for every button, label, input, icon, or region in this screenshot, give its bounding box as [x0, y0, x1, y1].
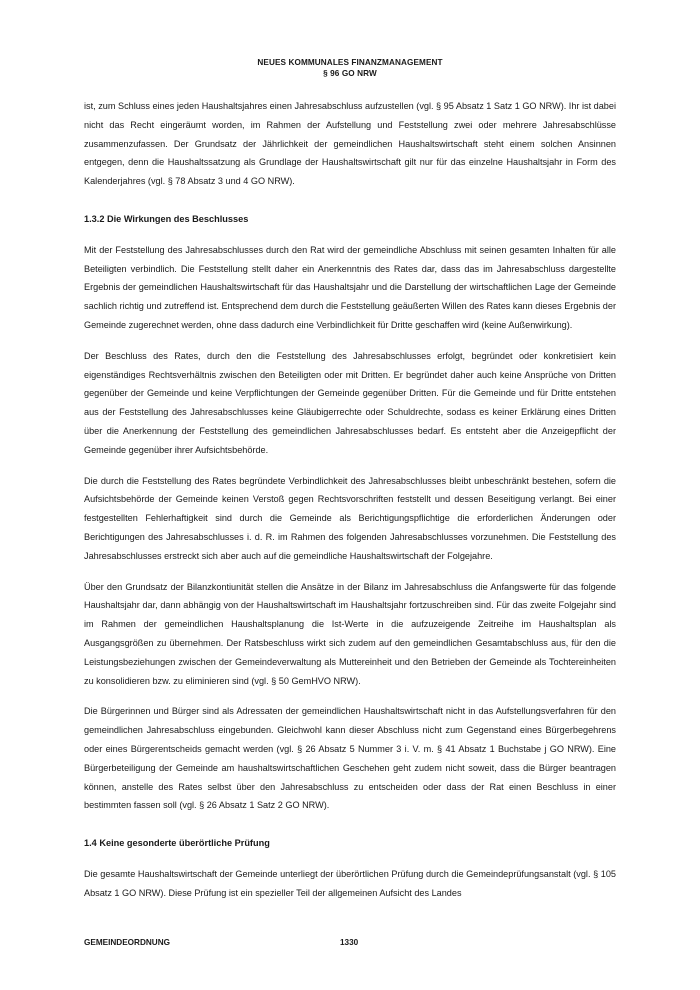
- paragraph-audit: Die gesamte Haushaltswirtschaft der Gemeinde unterliegt der überörtlichen Prüfung durch die Gemeindeprüfungsanstalt (vgl. § 105 Absatz 1 GO NRW). Diese Prüfung ist ein spezieller Teil der allgemeinen Aufsicht des Landes: [84, 868, 616, 898]
- page-number: 1330: [340, 938, 359, 947]
- paragraph-effects-5: Die Bürgerinnen und Bürger sind als Adressaten der gemeindlichen Haushaltswirtschaft nicht in das Aufstellungsverfahren für den gemeindlichen Jahresabschluss eingebunden. Gleichwohl kann dieser Abschluss nicht zum Gegenstand eines Bürgerbegehrens oder eines Bürgerentscheids gemacht werden (vgl. § 26 Absatz 5 Nummer 3 i. V. m. § 41 Absatz 1 Buchstabe j GO NRW). Eine Bürgerbeteiligung der Gemeinde am haushaltswirtschaftlichen Geschehen geht zudem nicht soweit, dass die Bürger beantragen können, anstelle des Rates selbst über den Jahresabschluss zu entscheiden oder dass der Rat einen Beschluss in einer bestimmten fassen soll (vgl. § 26 Absatz 1 Satz 2 GO NRW).: [84, 706, 616, 811]
- section-heading-1-3-2: 1.3.2 Die Wirkungen des Beschlusses: [84, 213, 249, 224]
- paragraph-effects-2: Der Beschluss des Rates, durch den die Feststellung des Jahresabschlusses erfolgt, begründet oder konkretisiert kein eigenständiges Rechtsverhältnis zwischen den Beteiligten oder mit Dritten. Er begründet daher auch keine Ansprüche von Dritten gegenüber der Gemeinde und keine Verpflichtungen der Gemeinde gegenüber Dritten. Für die Gemeinde und für Dritte entstehen aus der Feststellung des Jahresabschlusses keine Gläubigerrechte oder Schuldrechte, sodass es keiner Erklärung eines Dritten über die Anerkennung der Feststellung des gemeindlichen Jahresabschlusses bedarf. Es entsteht aber die Anzeigepflicht der Gemeinde gegenüber ihrer Aufsichtsbehörde.: [84, 350, 616, 455]
- footer-title: GEMEINDEORDNUNG: [84, 938, 170, 947]
- header-section: § 96 GO NRW: [323, 69, 377, 78]
- header-title: NEUES KOMMUNALES FINANZMANAGEMENT: [257, 58, 443, 67]
- paragraph-continuation: ist, zum Schluss eines jeden Haushaltsjahres einen Jahresabschluss aufzustellen (vgl. § 95 Absatz 1 Satz 1 GO NRW). Ihr ist dabei nicht das Recht eingeräumt worden, im Rahmen der Aufstellung und Feststellung zwei oder mehrere Jahresabschlüsse zusammenzufassen. Der Grundsatz der Jährlichkeit der gemeindlichen Haushaltswirtschaft steht einem solchen Ansinnen entgegen, denn die Haushaltssatzung als Grundlage der Haushaltswirtschaft gilt nur für das einzelne Haushaltsjahr in Form des Kalenderjahres (vgl. § 78 Absatz 3 und 4 GO NRW).: [84, 101, 616, 187]
- document-body: [84, 97, 616, 902]
- paragraph-effects-1: Mit der Feststellung des Jahresabschlusses durch den Rat wird der gemeindliche Abschluss mit seinen gesamten Inhalten für alle Beteiligten verbindlich. Die Feststellung stellt daher ein Anerkenntnis des Rates dar, dass das im Jahresabschluss dargestellte Ergebnis der gemeindlichen Haushaltswirtschaft für das Haushaltsjahr und die Darstellung der wirtschaftlichen Lage der Gemeinde sachlich richtig und zutreffend ist. Entsprechend dem durch die Feststellung geäußerten Willen des Rates kann dieses Ergebnis der Gemeinde zugerechnet werden, ohne dass dadurch eine Verbindlichkeit für Dritte geschaffen wird (keine Außenwirkung).: [84, 244, 616, 330]
- paragraph-effects-3: Die durch die Feststellung des Rates begründete Verbindlichkeit des Jahresabschlusses bleibt unbeschränkt bestehen, sofern die Aufsichtsbehörde der Gemeinde keinen Verstoß gegen Rechtsvorschriften feststellt und dessen Beseitigung verlangt. Bei einer festgestellten Fehlerhaftigkeit sind durch die Gemeinde als Berichtigungspflichtige die erforderlichen Änderungen oder Berichtigungen des Jahresabschlusses i. d. R. im Rahmen des folgenden Jahresabschlusses vorzunehmen. Die Feststellung des Jahresabschlusses erstreckt sich aber auch auf die gemeindliche Haushaltswirtschaft der Folgejahre.: [84, 475, 616, 561]
- page-header: [0, 57, 700, 79]
- paragraph-effects-4: Über den Grundsatz der Bilanzkontiunität stellen die Ansätze in der Bilanz im Jahresabschluss die Anfangswerte für das folgende Haushaltsjahr dar, dann abhängig von der Haushaltswirtschaft im Haushaltsjahr fortzuschreiben sind. Für das zweite Folgejahr sind im Rahmen der gemeindlichen Haushaltsplanung die Ist-Werte in die aufzuzeigende Zeitreihe im Haushaltsplan als Ausgangsgrößen zu übernehmen. Der Ratsbeschluss wirkt sich zudem auf den gemeindlichen Gesamtabschluss aus, für den die Leistungsbeziehungen zwischen der Gemeindeverwaltung als Muttereinheit und den Betrieben der Gemeinde als Tochtereinheiten zu konsolidieren bzw. zu eliminieren sind (vgl. § 50 GemHVO NRW).: [84, 581, 616, 686]
- section-heading-1-4: 1.4 Keine gesonderte überörtliche Prüfung: [84, 838, 270, 849]
